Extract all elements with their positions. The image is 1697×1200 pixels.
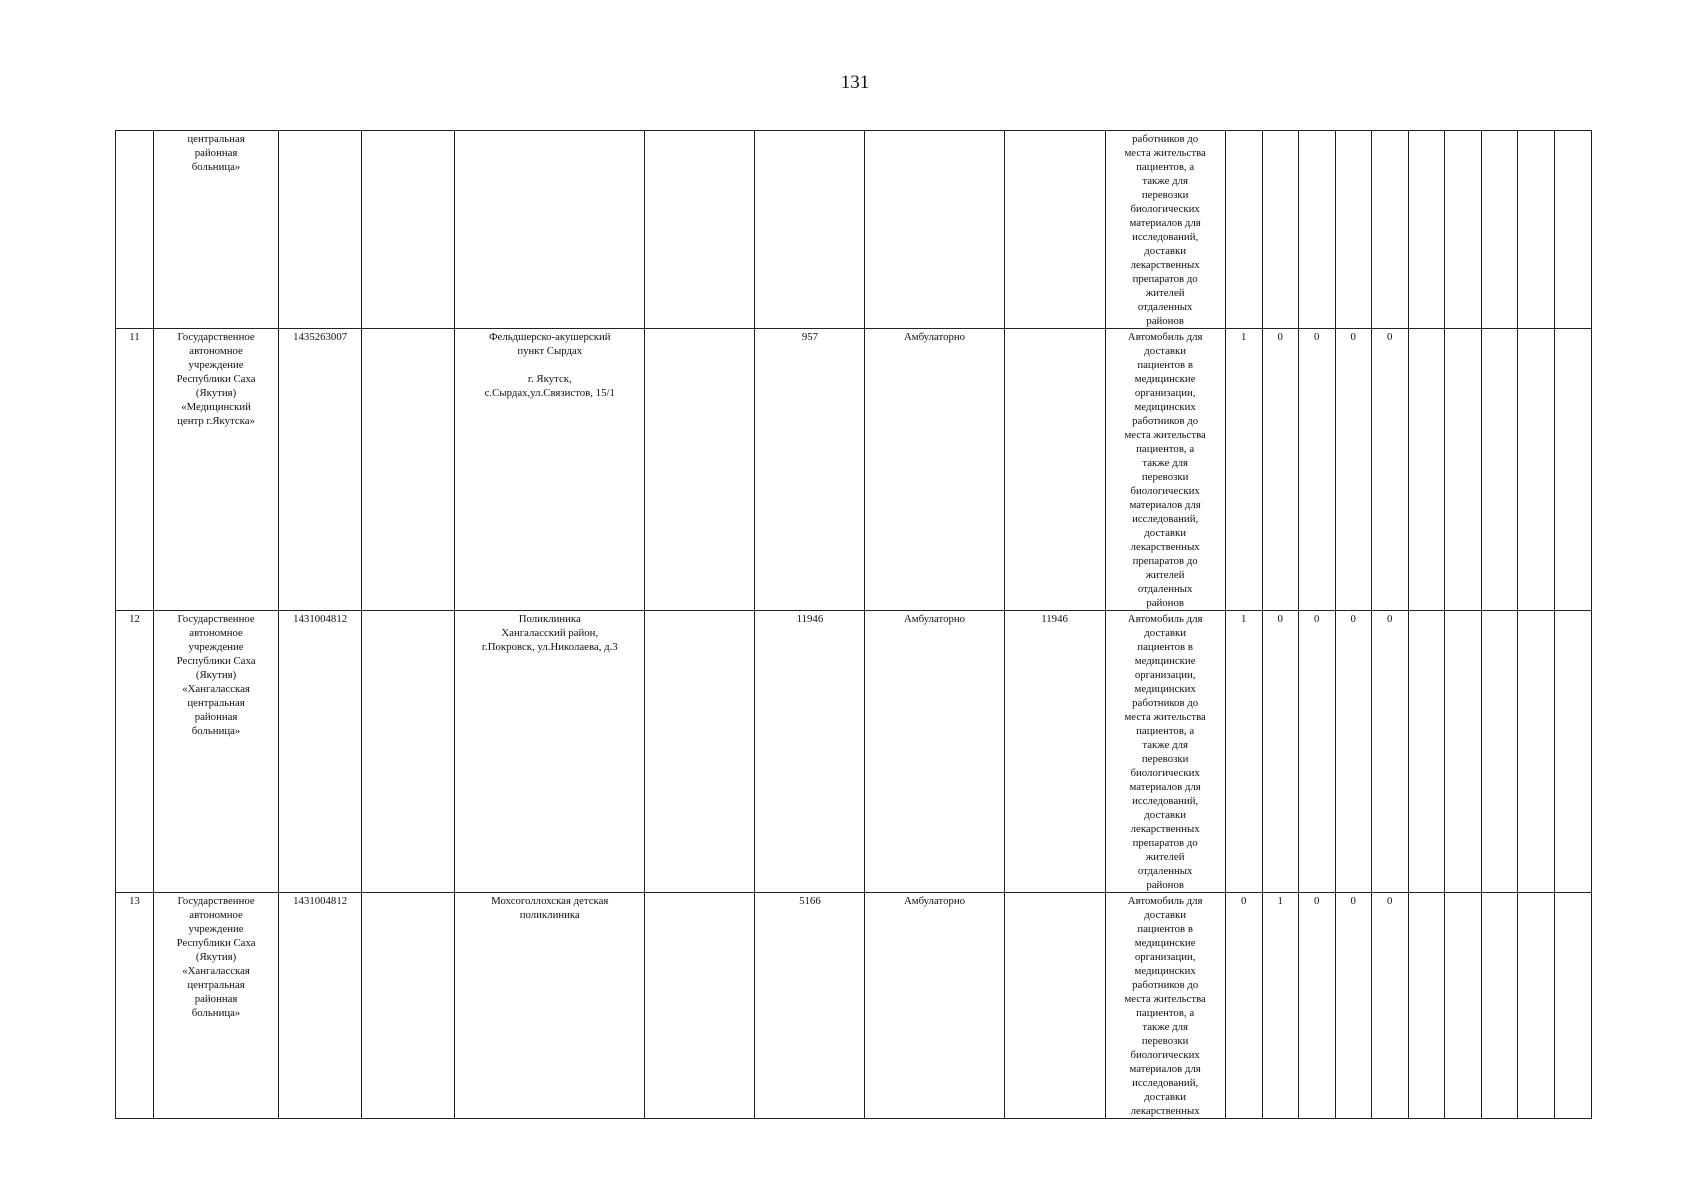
- empty-cell: [1554, 131, 1591, 329]
- empty-cell: [1554, 329, 1591, 611]
- count: [1004, 329, 1105, 611]
- population: 5166: [755, 893, 865, 1119]
- inn: 1435263007: [279, 329, 362, 611]
- organization-name: Государственное автономное учреждение Республики Саха (Якутия) «Хангаласская центральная районная больница»: [154, 893, 279, 1119]
- value-1: 1: [1225, 611, 1262, 893]
- value-3: 0: [1298, 893, 1335, 1119]
- vehicle-purpose: работников до места жительства пациентов, а также для перевозки биологических материалов для исследований, доставки лекарственных препаратов до жителей отдаленных районов: [1105, 131, 1225, 329]
- organization-name: центральная районная больница»: [154, 131, 279, 329]
- column-3: [362, 329, 455, 611]
- organization-name: Государственное автономное учреждение Республики Саха (Якутия) «Хангаласская центральная районная больница»: [154, 611, 279, 893]
- population: [755, 131, 865, 329]
- facility-address: Поликлиника Хангаласский район, г.Покровск, ул.Николаева, д.3: [455, 611, 645, 893]
- count: [1004, 131, 1105, 329]
- table-row: [116, 131, 1592, 329]
- facility-address: [455, 131, 645, 329]
- empty-cell: [1408, 611, 1444, 893]
- vehicle-purpose: Автомобиль для доставки пациентов в медицинские организации, медицинских работников до места жительства пациентов, а также для перевозки биологических материалов для исследований, доставки лекарственных препаратов до жителей отдаленных районов: [1105, 611, 1225, 893]
- empty-cell: [1517, 329, 1554, 611]
- facility-address: Фельдшерско-акушерский пункт Сырдах г. Якутск, с.Сырдах,ул.Связистов, 15/1: [455, 329, 645, 611]
- empty-cell: [1554, 893, 1591, 1119]
- row-number: 13: [116, 893, 154, 1119]
- empty-cell: [1481, 329, 1517, 611]
- column-5: [645, 329, 755, 611]
- empty-cell: [1517, 893, 1554, 1119]
- column-3: [362, 893, 455, 1119]
- organization-name: Государственное автономное учреждение Республики Саха (Якутия) «Медицинский центр г.Якутска»: [154, 329, 279, 611]
- population: 11946: [755, 611, 865, 893]
- value-5: 0: [1371, 611, 1408, 893]
- empty-cell: [1517, 611, 1554, 893]
- empty-cell: [1408, 329, 1444, 611]
- column-5: [645, 131, 755, 329]
- care-type: Амбулаторно: [865, 329, 1004, 611]
- count: 11946: [1004, 611, 1105, 893]
- row-number: 11: [116, 329, 154, 611]
- value-3: 0: [1298, 329, 1335, 611]
- care-type: [865, 131, 1004, 329]
- value-1: [1225, 131, 1262, 329]
- value-4: 0: [1335, 611, 1371, 893]
- row-number: [116, 131, 154, 329]
- facility-address: Мохсоголлохская детская поликлиника: [455, 893, 645, 1119]
- page-number: 131: [840, 72, 870, 93]
- inn: 1431004812: [279, 611, 362, 893]
- empty-cell: [1408, 893, 1444, 1119]
- table-row: [116, 611, 1592, 893]
- inn: [279, 131, 362, 329]
- value-3: [1298, 131, 1335, 329]
- row-number: 12: [116, 611, 154, 893]
- value-5: 0: [1371, 893, 1408, 1119]
- empty-cell: [1517, 131, 1554, 329]
- value-1: 1: [1225, 329, 1262, 611]
- value-3: 0: [1298, 611, 1335, 893]
- value-1: 0: [1225, 893, 1262, 1119]
- vehicle-table: [115, 130, 1592, 1119]
- value-4: [1335, 131, 1371, 329]
- empty-cell: [1444, 893, 1481, 1119]
- empty-cell: [1481, 611, 1517, 893]
- empty-cell: [1481, 131, 1517, 329]
- vehicle-purpose: Автомобиль для доставки пациентов в медицинские организации, медицинских работников до места жительства пациентов, а также для перевозки биологических материалов для исследований, доставки лекарственных: [1105, 893, 1225, 1119]
- care-type: Амбулаторно: [865, 893, 1004, 1119]
- column-5: [645, 893, 755, 1119]
- empty-cell: [1444, 131, 1481, 329]
- empty-cell: [1444, 329, 1481, 611]
- count: [1004, 893, 1105, 1119]
- empty-cell: [1408, 131, 1444, 329]
- value-5: [1371, 131, 1408, 329]
- table-row: [116, 893, 1592, 1119]
- value-2: 0: [1262, 611, 1298, 893]
- vehicle-purpose: Автомобиль для доставки пациентов в медицинские организации, медицинских работников до места жительства пациентов, а также для перевозки биологических материалов для исследований, доставки лекарственных препаратов до жителей отдаленных районов: [1105, 329, 1225, 611]
- empty-cell: [1481, 893, 1517, 1119]
- value-4: 0: [1335, 893, 1371, 1119]
- table-row: [116, 329, 1592, 611]
- population: 957: [755, 329, 865, 611]
- column-5: [645, 611, 755, 893]
- value-2: 1: [1262, 893, 1298, 1119]
- inn: 1431004812: [279, 893, 362, 1119]
- column-3: [362, 611, 455, 893]
- value-2: [1262, 131, 1298, 329]
- value-4: 0: [1335, 329, 1371, 611]
- column-3: [362, 131, 455, 329]
- empty-cell: [1444, 611, 1481, 893]
- care-type: Амбулаторно: [865, 611, 1004, 893]
- value-2: 0: [1262, 329, 1298, 611]
- empty-cell: [1554, 611, 1591, 893]
- value-5: 0: [1371, 329, 1408, 611]
